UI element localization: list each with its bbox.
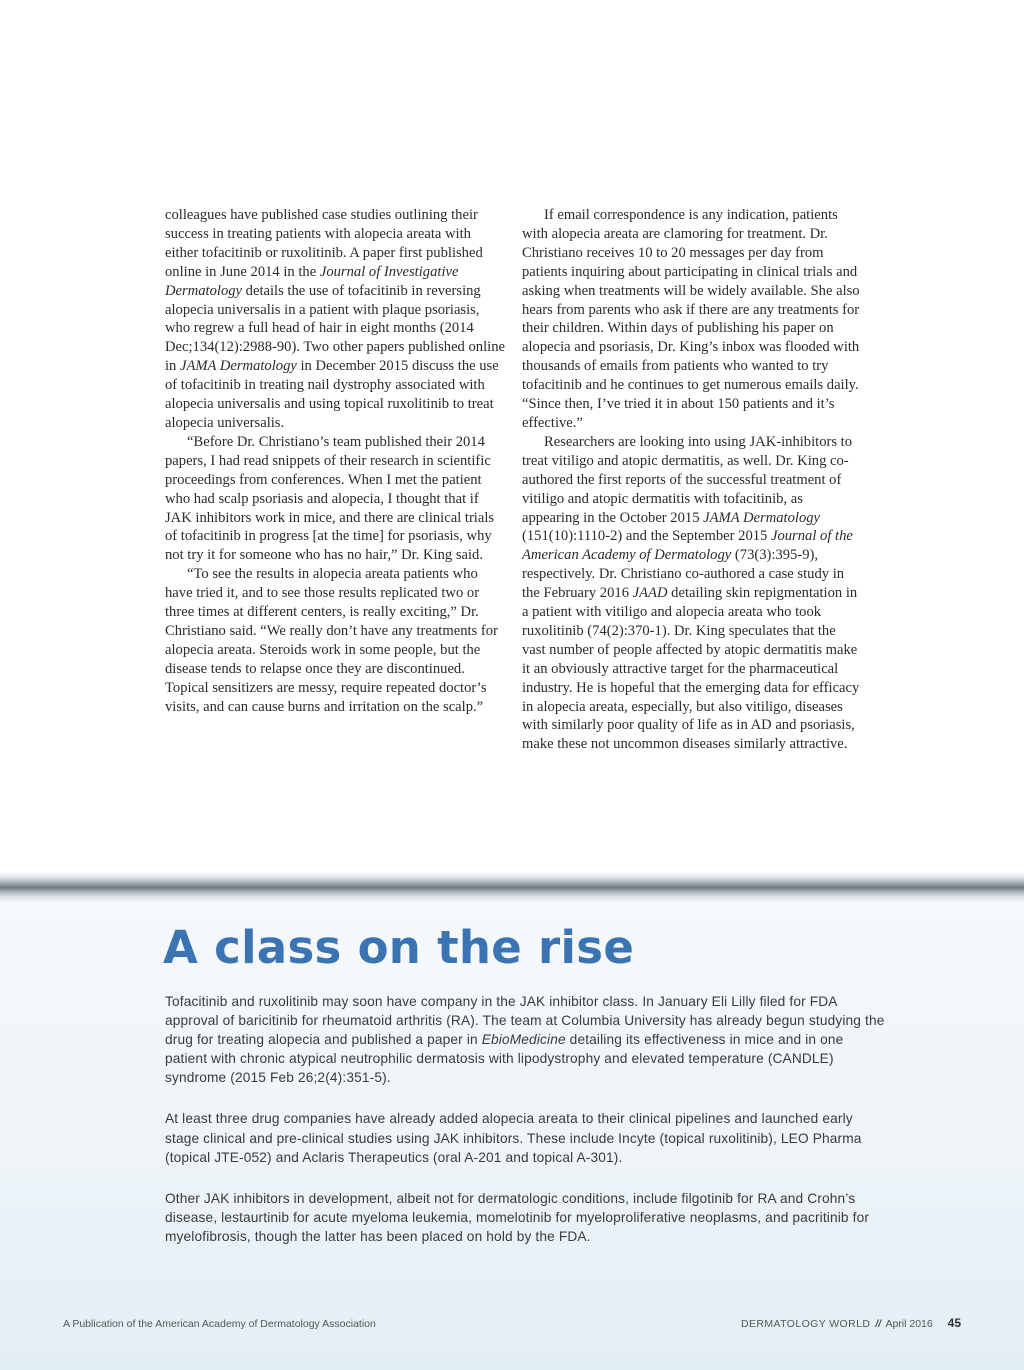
paragraph: [522, 206, 862, 433]
text-run: detailing skin repigmentation in a patient with vitiligo and alopecia areata who took ruxolitinib (74(2):370-1). Dr. King speculates that the vast number of people affected by atopic dermatitis make it an obviously attractive target for the pharmaceutical industry. He is hopeful that the emerging data for efficacy in alopecia areata, especially, but also vitiligo, diseases with similarly poor quality of life as in AD and psoriasis, make these not uncommon diseases similarly attractive.: [522, 585, 860, 753]
footer-magazine-name: DERMATOLOGY WORLD: [741, 1318, 871, 1330]
footer-date: April 2016: [885, 1318, 933, 1330]
italic-citation: JAMA Dermatology: [703, 509, 821, 526]
text-run: Other JAK inhibitors in development, albeit not for dermatologic conditions, include filgotinib for RA and Crohn’s disease, lestaurtinib for acute myeloma leukemia, momelotinib for myeloproliferative neoplasms, and pacritinib for myelofibrosis, though the latter has been placed on hold by the FDA.: [165, 1190, 870, 1244]
paragraph: [165, 1189, 885, 1246]
sidebar-body: [165, 992, 885, 1268]
text-run: At least three drug companies have already added alopecia areata to their clinical pipelines and launched early stage clinical and pre-clinical studies using JAK inhibitors. These include Incyte (topical ruxolitinib), LEO Pharma (topical JTE-052) and Aclaris Therapeutics (oral A-201 and topical A-301).: [165, 1111, 862, 1165]
text-run: details the use of tofacitinib in reversing alopecia universalis in a patient with plaque psoriasis, who regrew a full head of hair in eight months (2014 Dec;134(12):2988-90). Two other papers published online in: [165, 282, 505, 375]
text-run: Researchers are looking into using JAK-inhibitors to treat vitiligo and atopic dermatitis, as well. Dr. King co-authored the first reports of the successful treatment of vitiligo and atopic dermatitis with tofacitinib, as appearing in the October 2015: [522, 433, 853, 526]
text-run: detailing its effectiveness in mice and in one patient with chronic atypical neutrophilic dermatosis with lipodystrophy and elevated temperature (CANDLE) syndrome (2015 Feb 26;2(4):351-5).: [165, 1032, 844, 1086]
paragraph: [165, 565, 505, 716]
text-run: If email correspondence is any indication, patients with alopecia areata are clamoring for treatment. Dr. Christiano receives 10 to 20 messages per day from patients inquiring about participating in clinical trials and asking when treatments will be widely available. She also hears from parents who ask if there are any treatments for their children. Within days of publishing his paper on alopecia and psoriasis, Dr. King’s inbox was flooded with thousands of emails from patients who wanted to try tofacitinib and he continues to get numerous emails daily. “Since then, I’ve tried it in about 150 patients and it’s effective.”: [522, 207, 860, 431]
article-column-left: [165, 206, 505, 716]
article-column-right: [522, 206, 862, 754]
text-run: “Before Dr. Christiano’s team published their 2014 papers, I had read snippets of their research in scientific proceedings from conferences. When I met the patient who had scalp psoriasis and alopecia, I thought that if JAK inhibitors work in mice, and there are clinical trials of tofacitinib in progress [at the time] for psoriasis, why not try it for someone who has no hair,” Dr. King said.: [165, 433, 495, 564]
sidebar-title: A class on the rise: [163, 921, 635, 974]
text-run: (73(3):395-9), respectively. Dr. Christiano co-authored a case study in the February 2016: [522, 547, 845, 602]
paragraph: [522, 433, 862, 754]
text-run: Tofacitinib and ruxolitinib may soon have company in the JAK inhibitor class. In January Eli Lilly filed for FDA approval of baricitinib for rheumatoid arthritis (RA). The team at Columbia University has already begun studying the drug for treating alopecia and published a paper in: [165, 994, 885, 1048]
paragraph: [165, 992, 885, 1087]
text-run: (151(10):1110-2) and the September 2015: [522, 528, 771, 545]
italic-citation: JAMA Dermatology: [180, 358, 297, 375]
footer-folio: [741, 1316, 961, 1330]
italic-citation: EbioMedicine: [481, 1032, 566, 1048]
page-number: 45: [947, 1316, 961, 1330]
italic-citation: Journal of the American Academy of Dermatology: [522, 528, 853, 564]
text-run: in December 2015 discuss the use of tofacitinib in treating nail dystrophy associated with alopecia universalis and using topical ruxolitinib to treat alopecia universalis.: [165, 358, 499, 431]
footer-separator: //: [875, 1318, 882, 1330]
text-run: “To see the results in alopecia areata patients who have tried it, and to see those results replicated two or three times at different centers, is really exciting,” Dr. Christiano said. “We really don’t have any treatments for alopecia areata. Steroids work in some people, but the disease tends to relapse once they are discontinued. Topical sensitizers are messy, require repeated doctor’s visits, and can cause burns and irritation on the scalp.”: [165, 566, 498, 715]
paragraph: [165, 206, 505, 433]
paragraph: [165, 1109, 885, 1166]
paragraph: [165, 433, 505, 565]
italic-citation: JAAD: [632, 585, 668, 602]
section-divider-bar: [0, 872, 1024, 902]
footer-publication: A Publication of the American Academy of Dermatology Association: [63, 1318, 376, 1330]
text-run: colleagues have published case studies outlining their success in treating patients with alopecia areata with either tofacitinib or ruxolitinib. A paper first published online in June 2014 in the: [165, 207, 483, 280]
italic-citation: Journal of Investigative Dermatology: [165, 263, 459, 299]
